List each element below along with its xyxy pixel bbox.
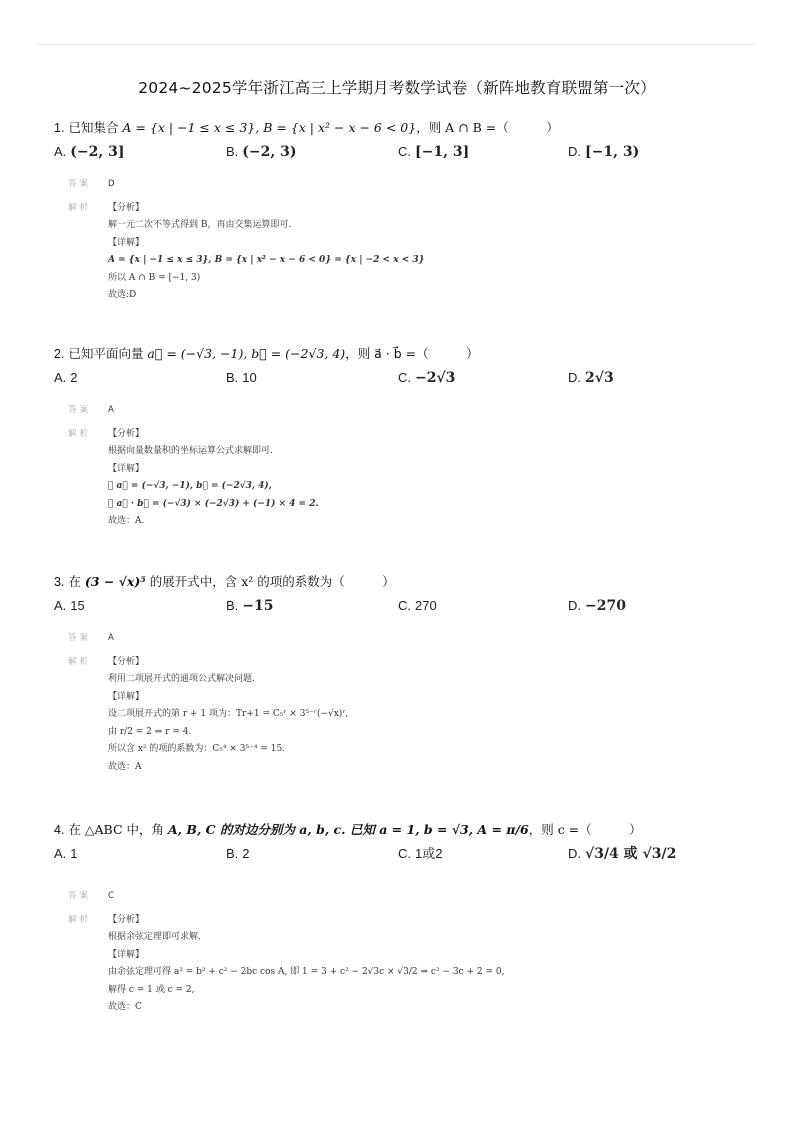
analysis-row <box>54 426 754 531</box>
answer-row <box>54 176 754 194</box>
option-c[interactable]: C. 1或2 <box>398 846 443 861</box>
option-a[interactable]: A. (−2, 3] <box>54 144 125 160</box>
option-b[interactable]: B. 10 <box>226 370 257 385</box>
answer-tag: 答案 <box>68 405 92 415</box>
analysis-tag: 解析 <box>68 202 92 213</box>
analysis-row <box>54 654 754 777</box>
question-number: 1. <box>54 121 65 135</box>
question-3 <box>54 572 754 776</box>
question-4 <box>54 820 754 1017</box>
question-number: 4. <box>54 823 65 837</box>
answer-value: A <box>108 633 114 643</box>
option-d[interactable]: D. [−1, 3) <box>568 144 640 160</box>
option-d[interactable]: D. −270 <box>568 598 626 614</box>
answer-row <box>54 630 754 648</box>
solution: 【分析】 利用二项展开式的通项公式解决问题. 【详解】 设二项展开式的第 r + 1 项为：Tr+1 = C₅ʳ × 3⁵⁻ʳ(−√x)ʳ, 由 r/2 = 2 ⇒ r = 4. 所以含 x² 的项的系数为：C₅⁴ × 3⁵⁻⁴ = 15. 故选：A <box>108 656 349 772</box>
solution: 【分析】 根据向量数量积的坐标运算公式求解即可. 【详解】 ∵ a⃗ = (−√3, −1), b⃗ = (−2√3, 4), ∴ a⃗ · b⃗ = (−√3) × (−2√3) + (−1) × 4 = 2. 故选：A. <box>108 428 319 526</box>
question-2 <box>54 344 754 531</box>
page-top-rule <box>38 44 756 45</box>
solution: 【分析】 根据余弦定理即可求解. 【详解】 由余弦定理可得 a² = b² + c² − 2bc cos A, 即 1 = 3 + c² − 2√3c × √3/2 ⇒ c² − 3c + 2 = 0, 解得 c = 1 或 c = 2, 故选：C <box>108 914 505 1012</box>
option-c[interactable]: C. 270 <box>398 598 437 613</box>
answer-row <box>54 402 754 420</box>
option-a[interactable]: A. 15 <box>54 598 85 613</box>
option-b[interactable]: B. −15 <box>226 598 274 614</box>
option-c[interactable]: C. −2√3 <box>398 370 456 386</box>
question-number: 2. <box>54 347 65 361</box>
analysis-tag: 解析 <box>68 914 92 925</box>
option-c[interactable]: C. [−1, 3] <box>398 144 470 160</box>
analysis-tag: 解析 <box>68 656 92 667</box>
option-b[interactable]: B. 2 <box>226 846 250 861</box>
question-stem: 1. 已知集合 A = {x | −1 ≤ x ≤ 3}, B = {x | x² − x − 6 < 0}，则 A ∩ B =（ ） <box>54 120 559 135</box>
option-a[interactable]: A. 2 <box>54 370 78 385</box>
options <box>54 842 754 880</box>
analysis-tag: 解析 <box>68 428 92 439</box>
answer-tag: 答案 <box>68 179 92 189</box>
exam-title: 2024~2025学年浙江高三上学期月考数学试卷（新阵地教育联盟第一次） <box>138 79 656 97</box>
options <box>54 366 754 392</box>
options <box>54 594 754 620</box>
question-stem: 3. 在 (3 − √x)⁵ 的展开式中，含 x² 的项的系数为（ ） <box>54 574 395 589</box>
option-a[interactable]: A. 1 <box>54 846 78 861</box>
answer-tag: 答案 <box>68 891 92 901</box>
option-d[interactable]: D. √3/4 或 √3/2 <box>568 846 677 862</box>
option-b[interactable]: B. (−2, 3) <box>226 144 297 160</box>
question-stem: 2. 已知平面向量 a⃗ = (−√3, −1), b⃗ = (−2√3, 4)，则 a⃗ · b⃗ =（ ） <box>54 346 479 361</box>
answer-tag: 答案 <box>68 633 92 643</box>
answer-value: A <box>108 405 114 415</box>
answer-value: D <box>108 179 115 189</box>
solution: 【分析】 解一元二次不等式得到 B，再由交集运算即可. 【详解】 A = {x | −1 ≤ x ≤ 3}, B = {x | x² − x − 6 < 0} = {x | −2 < x < 3} 所以 A ∩ B = [−1, 3) 故选:D <box>108 202 425 300</box>
analysis-row <box>54 200 754 305</box>
answer-row <box>54 888 754 906</box>
question-1 <box>54 118 754 305</box>
question-number: 3. <box>54 575 65 589</box>
question-stem: 4. 在 △ABC 中，角 A, B, C 的对边分别为 a, b, c. 已知 a = 1, b = √3, A = π/6，则 c =（ ） <box>54 822 642 837</box>
option-d[interactable]: D. 2√3 <box>568 370 614 386</box>
answer-value: C <box>108 891 114 901</box>
analysis-row <box>54 912 754 1017</box>
options <box>54 140 754 166</box>
